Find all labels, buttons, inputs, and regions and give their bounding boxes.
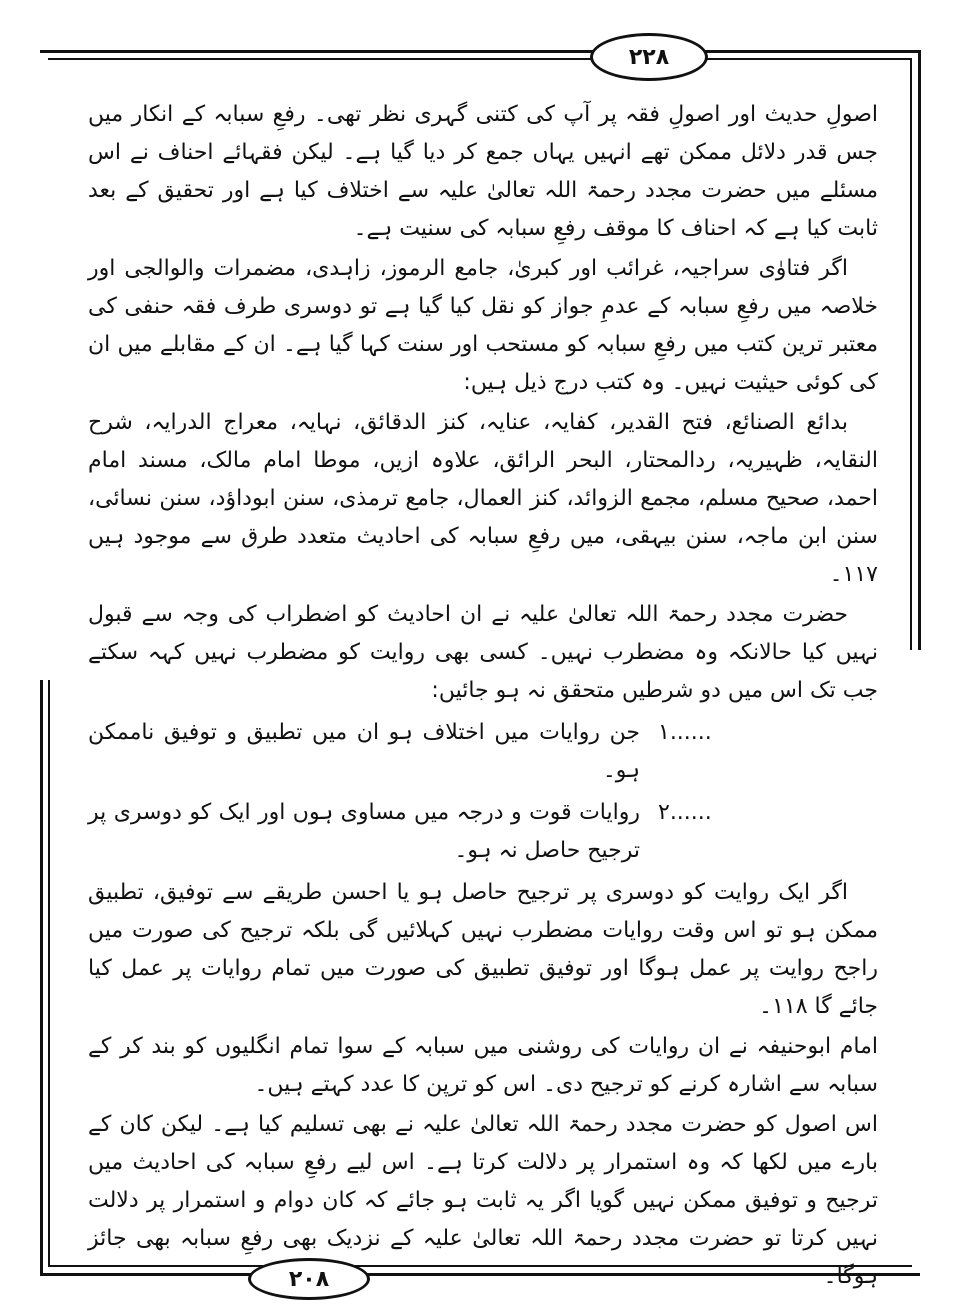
paragraph-5: اگر ایک روایت کو دوسری پر ترجیح حاصل ہو یا احسن طریقے سے توفیق، تطبیق ممکن ہو تو اس وقت روایات مضطرب نہیں کہلائیں گی بلکہ ترجیح کی صورت میں راجح روایت پر عمل ہوگا اور توفیق تطبیق کی صورت میں تمام روایات پر عمل کیا جائے گا ۱۱۸۔: [88, 880, 878, 1019]
frame-left-line: [40, 680, 43, 1275]
condition-text: جن روایات میں اختلاف ہو ان میں تطبیق و توفیق ناممکن ہو۔: [88, 720, 640, 783]
paragraph-1: اصولِ حدیث اور اصولِ فقہ پر آپ کی کتنی گہری نظر تھی۔ رفعِ سبابہ کے انکار میں جس قدر دلائل ممکن تھے انہیں یہاں جمع کر دیا گیا ہے۔ لیکن فقہائے احناف نے اس مسئلے میں حضرت مجدد رحمۃ اللہ تعالیٰ علیہ سے اختلاف کیا ہے اور تحقیق کے بعد ثابت کیا ہے کہ احناف کا موقف رفعِ سبابہ کی سنیت ہے۔: [88, 102, 878, 241]
page-number-top-text: ۲۲۸: [628, 44, 670, 70]
condition-item-2: [88, 794, 878, 870]
frame-top-line-inner: [48, 58, 912, 60]
paragraph-7: اس اصول کو حضرت مجدد رحمۃ اللہ تعالیٰ علیہ نے بھی تسلیم کیا ہے۔ لیکن کان کے بارے میں لکھا کہ وہ استمرار پر دلالت کرتا ہے۔ اس لیے رفعِ سبابہ کی احادیث میں ترجیح و توفیق ممکن نہیں گویا اگر یہ ثابت ہو جائے کہ کان دوام و استمرار پر دلالت نہیں کرتا تو حضرت مجدد رحمۃ اللہ تعالیٰ علیہ کے نزدیک بھی رفعِ سبابہ بھی جائز ہوگا۔: [88, 1112, 878, 1289]
condition-number: ۲......: [658, 800, 712, 825]
frame-top-line: [40, 50, 920, 53]
frame-left-line-inner: [48, 680, 50, 1267]
condition-text: روایات قوت و درجہ میں مساوی ہوں اور ایک کو دوسری پر ترجیح حاصل نہ ہو۔: [88, 800, 640, 863]
page-number-bottom-text: ۲۰۸: [288, 1266, 330, 1292]
paragraph-6: امام ابوحنیفہ نے ان روایات کی روشنی میں سبابہ کے سوا تمام انگلیوں کو بند کر کے سبابہ سے اشارہ کرنے کو ترجیح دی۔ اس کو ترپن کا عدد کہتے ہیں۔: [88, 1034, 878, 1097]
paragraph-2: اگر فتاوٰی سراجیہ، غرائب اور کبریٰ، جامع الرموز، زاہدی، مضمرات والوالجی اور خلاصہ میں رفعِ سبابہ کے عدمِ جواز کو نقل کیا گیا ہے تو دوسری طرف فقہ حنفی کی معتبر ترین کتب میں رفعِ سبابہ کو مستحب اور سنت کہا گیا ہے۔ ان کے مقابلے میں ان کی کوئی حیثیت نہیں۔ وہ کتب درج ذیل ہیں:: [88, 256, 878, 395]
condition-item-1: [88, 714, 878, 790]
page-number-top: [590, 33, 708, 81]
frame-right-line: [918, 50, 921, 650]
page-body: [88, 96, 878, 1298]
paragraph-4: حضرت مجدد رحمۃ اللہ تعالیٰ علیہ نے ان احادیث کو اضطراب کی وجہ سے قبول نہیں کیا حالانکہ وہ مضطرب نہیں۔ کسی بھی روایت کو مضطرب نہیں کہہ سکتے جب تک اس میں دو شرطیں متحقق نہ ہو جائیں:: [88, 602, 878, 703]
condition-number: ۱......: [658, 720, 712, 745]
paragraph-3: بدائع الصنائع، فتح القدیر، کفایہ، عنایہ، کنز الدقائق، نہایہ، معراج الدرایہ، شرح النقایہ، ظہیریہ، ردالمحتار، البحر الرائق، علاوہ ازیں، موطا امام مالک، مسند امام احمد، صحیح مسلم، مجمع الزوائد، کنز العمال، جامع ترمذی، سنن ابوداؤد، سنن نسائی، سنن ابن ماجہ، سنن بیہقی، میں رفعِ سبابہ کی احادیث متعدد طرق سے موجود ہیں ۱۱۷۔: [88, 410, 878, 587]
frame-right-line-inner: [910, 58, 912, 650]
